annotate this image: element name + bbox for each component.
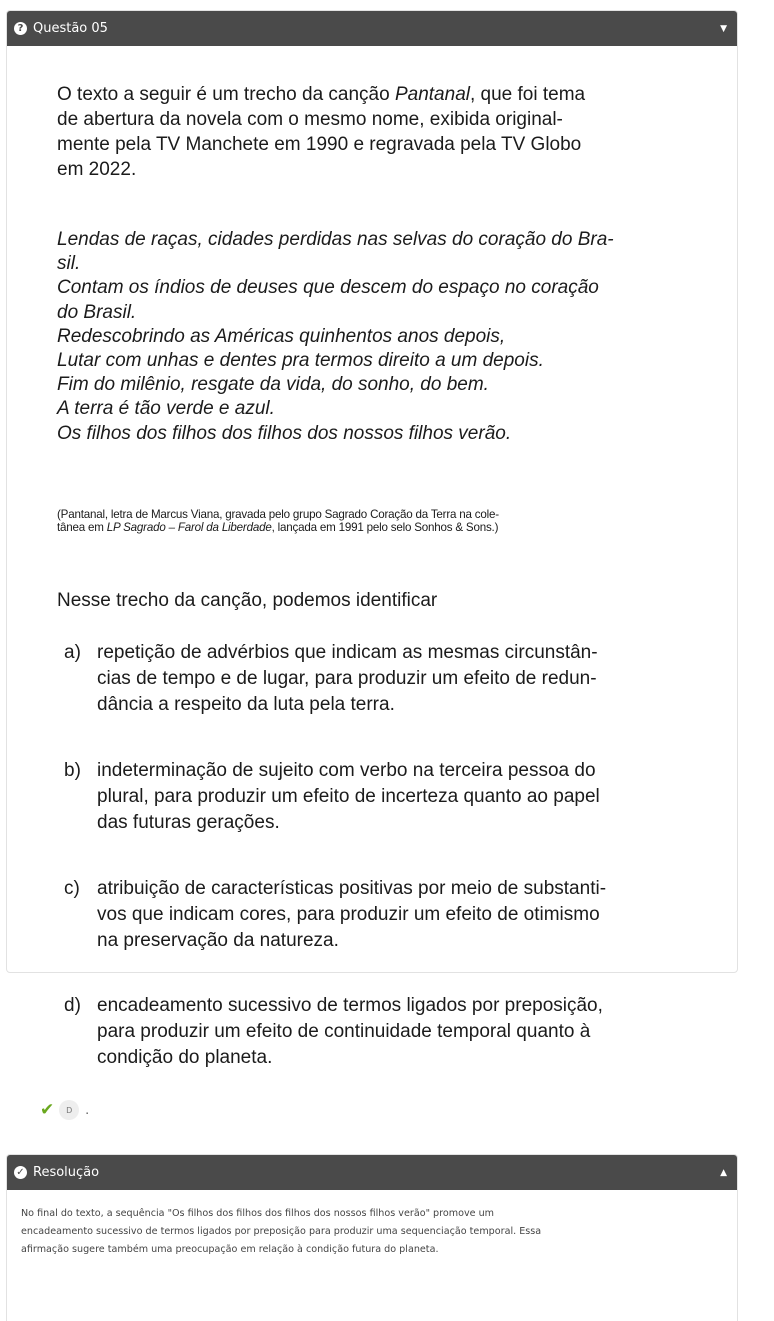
option-line: plural, para produzir um efeito de incerteza quanto ao papel	[97, 786, 600, 807]
resolution-line: No final do texto, a sequência "Os filhos dos filhos dos filhos dos nossos filhos verão" promove um	[21, 1208, 494, 1219]
intro-line: em 2022.	[57, 159, 137, 180]
option-d[interactable]	[64, 993, 694, 1071]
verse-line: Lutar com unhas e dentes pra termos direito a um depois.	[57, 350, 544, 372]
question-circle-icon: ?	[14, 22, 27, 35]
option-line: indeterminação de sujeito com verbo na terceira pessoa do	[97, 760, 596, 781]
resolution-line: encadeamento sucessivo de termos ligados por preposição para produzir uma sequenciação temporal. Essa	[21, 1226, 542, 1237]
check-circle-icon: ✓	[14, 1166, 27, 1179]
answer-suffix: .	[85, 1103, 90, 1117]
intro-paragraph	[57, 82, 692, 182]
answer-row	[40, 1100, 89, 1120]
verse-line: Lendas de raças, cidades perdidas nas selvas do coração do Bra-	[57, 229, 614, 250]
check-icon: ✔	[40, 1100, 55, 1120]
option-line: repetição de advérbios que indicam as mesmas circunstân-	[97, 642, 598, 663]
option-line: vos que indicam cores, para produzir um efeito de otimismo	[97, 904, 600, 925]
question-prompt: Nesse trecho da canção, podemos identificar	[57, 590, 438, 611]
option-letter: a)	[64, 642, 81, 663]
resolution-text	[21, 1205, 721, 1259]
option-a[interactable]	[64, 640, 694, 718]
intro-line: mente pela TV Manchete em 1990 e regravada pela TV Globo	[57, 134, 582, 155]
resolution-line: afirmação sugere também uma preocupação em relação à condição futura do planeta.	[21, 1244, 439, 1255]
option-line: atribuição de características positivas por meio de substanti-	[97, 878, 607, 899]
resolution-header[interactable]	[7, 1155, 737, 1190]
resolution-title: Resolução	[33, 1165, 100, 1180]
album-title: LP Sagrado – Farol da Liberdade	[106, 521, 272, 534]
citation-line: , lançada em 1991 pelo selo Sonhos & Sons.)	[271, 521, 499, 534]
option-line: das futuras gerações.	[97, 812, 280, 833]
answer-badge: D	[59, 1100, 79, 1120]
verse-line: do Brasil.	[57, 301, 137, 323]
citation-line: (Pantanal, letra de Marcus Viana, gravada pelo grupo Sagrado Coração da Terra na cole-	[57, 508, 499, 521]
option-line: para produzir um efeito de continuidade temporal quanto à	[97, 1021, 591, 1042]
intro-line: , que foi tema	[469, 84, 586, 105]
option-line: encadeamento sucessivo de termos ligados por preposição,	[97, 995, 603, 1016]
verse-line: Os filhos dos filhos dos filhos dos nossos filhos verão.	[57, 422, 512, 444]
option-line: na preservação da natureza.	[97, 930, 339, 951]
option-b[interactable]	[64, 758, 694, 836]
question-title: Questão 05	[33, 21, 108, 36]
verse-line: sil.	[57, 253, 81, 275]
option-letter: b)	[64, 760, 81, 781]
question-header[interactable]	[7, 11, 737, 46]
option-line: cias de tempo e de lugar, para produzir um efeito de redun-	[97, 668, 597, 689]
verse-line: Contam os índios de deuses que descem do espaço no coração	[57, 277, 599, 299]
option-line: condição do planeta.	[97, 1047, 273, 1068]
option-c[interactable]	[64, 876, 694, 954]
caret-down-icon[interactable]: ▼	[720, 23, 727, 34]
verse-line: Fim do milênio, resgate da vida, do sonho, do bem.	[57, 374, 489, 396]
citation-line: tânea em	[57, 521, 107, 534]
option-line: dância a respeito da luta pela terra.	[97, 694, 395, 715]
intro-line: de abertura da novela com o mesmo nome, exibida original-	[57, 109, 563, 130]
verse-line: A terra é tão verde e azul.	[57, 398, 275, 420]
resolution-panel	[6, 1154, 738, 1321]
citation	[57, 508, 697, 534]
song-title: Pantanal	[394, 84, 470, 105]
verse-line: Redescobrindo as Américas quinhentos anos depois,	[57, 325, 506, 347]
option-letter: c)	[64, 878, 80, 899]
option-letter: d)	[64, 995, 81, 1016]
intro-line: O texto a seguir é um trecho da canção	[57, 84, 390, 105]
caret-up-icon[interactable]: ▲	[720, 1167, 727, 1178]
song-verse	[57, 228, 692, 446]
